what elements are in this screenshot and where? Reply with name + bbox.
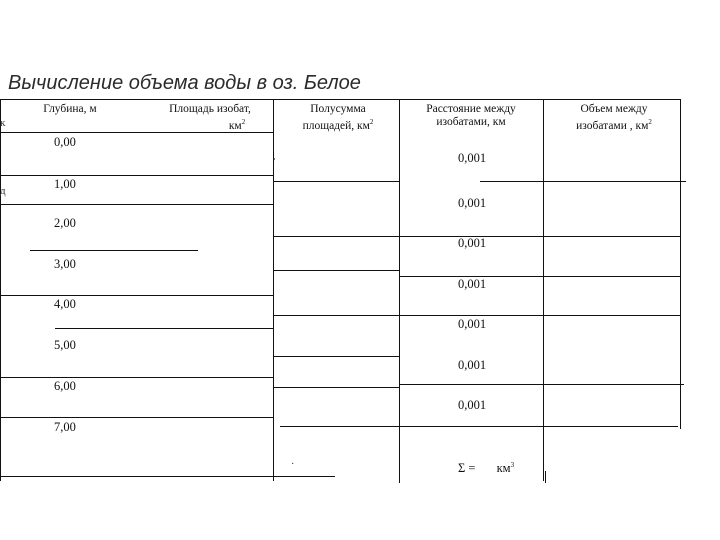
sum-unit-sup: 3: [510, 461, 515, 469]
row-divider: [273, 181, 399, 182]
row-divider: [273, 315, 680, 316]
header-area: [148, 103, 272, 133]
depth-value: 1,00: [54, 177, 76, 191]
header-volume-line1: Объем между: [580, 103, 648, 115]
row-divider: [273, 270, 399, 271]
depth-value: 3,00: [54, 257, 76, 271]
row-divider: [30, 250, 198, 251]
depth-value: 0,00: [54, 135, 76, 149]
sum-unit: км: [496, 461, 511, 476]
header-distance: [404, 103, 538, 129]
row-divider: [55, 328, 273, 329]
sum-symbol: Σ =: [458, 461, 476, 476]
depth-value: 7,00: [54, 420, 76, 434]
header-half-sum-line1: Полусумма: [310, 103, 366, 115]
header-area-line1: Площадь изобат,: [169, 103, 251, 115]
distance-value: 0,001: [458, 358, 487, 372]
header-area-sup: 2: [241, 118, 246, 126]
row-divider: [0, 417, 273, 418]
header-volume-line2: [550, 116, 678, 133]
distance-value: 0,001: [458, 196, 487, 210]
table-border-bottom: [0, 476, 335, 477]
header-half-sum-line2: [280, 116, 396, 133]
distance-value: 0,001: [458, 151, 487, 165]
row-divider: [280, 426, 678, 427]
depth-value: 5,00: [54, 338, 76, 352]
row-divider: [0, 295, 273, 296]
column-divider: [545, 471, 546, 483]
header-half-sum-sup: 2: [369, 118, 374, 126]
row-divider: [399, 276, 680, 277]
header-volume-label: изобатами , км: [576, 119, 649, 132]
header-half-sum-label: площадей, км: [302, 119, 370, 132]
volume-sum: [458, 461, 514, 476]
depth-value: 4,00: [54, 297, 76, 311]
distance-value: 0,001: [458, 236, 487, 250]
edge-mark: д: [0, 185, 6, 197]
distance-value: 0,001: [458, 277, 487, 291]
row-divider: [0, 377, 273, 378]
header-volume: [550, 103, 678, 133]
distance-value: 0,001: [458, 398, 487, 412]
row-divider: [480, 181, 686, 182]
depth-value: 2,00: [54, 216, 76, 230]
header-half-sum: [280, 103, 396, 133]
stray-tick: ·: [291, 459, 295, 470]
header-area-line2: [148, 116, 272, 133]
row-divider: [399, 384, 684, 385]
row-divider: [273, 387, 399, 388]
depth-value: 6,00: [54, 379, 76, 393]
distance-value: 0,001: [458, 317, 487, 331]
row-divider: [0, 204, 273, 205]
edge-mark: к: [0, 117, 6, 129]
table-border-left: [0, 99, 1, 481]
row-divider: [0, 175, 273, 176]
page-title: Вычисление объема воды в оз. Белое: [8, 72, 361, 94]
header-distance-line2: изобатами, км: [436, 116, 506, 128]
stray-tick: ,: [273, 151, 276, 162]
table-border-right: [680, 99, 681, 429]
header-depth: Глубина, м: [43, 103, 97, 115]
header-volume-sup: 2: [648, 118, 652, 126]
header-area-unit: км: [228, 119, 242, 132]
table-border-top: [0, 99, 680, 100]
row-divider: [273, 356, 399, 357]
column-divider: [543, 99, 544, 481]
header-distance-line1: Расстояние между: [426, 103, 516, 115]
volume-table: [0, 99, 720, 499]
